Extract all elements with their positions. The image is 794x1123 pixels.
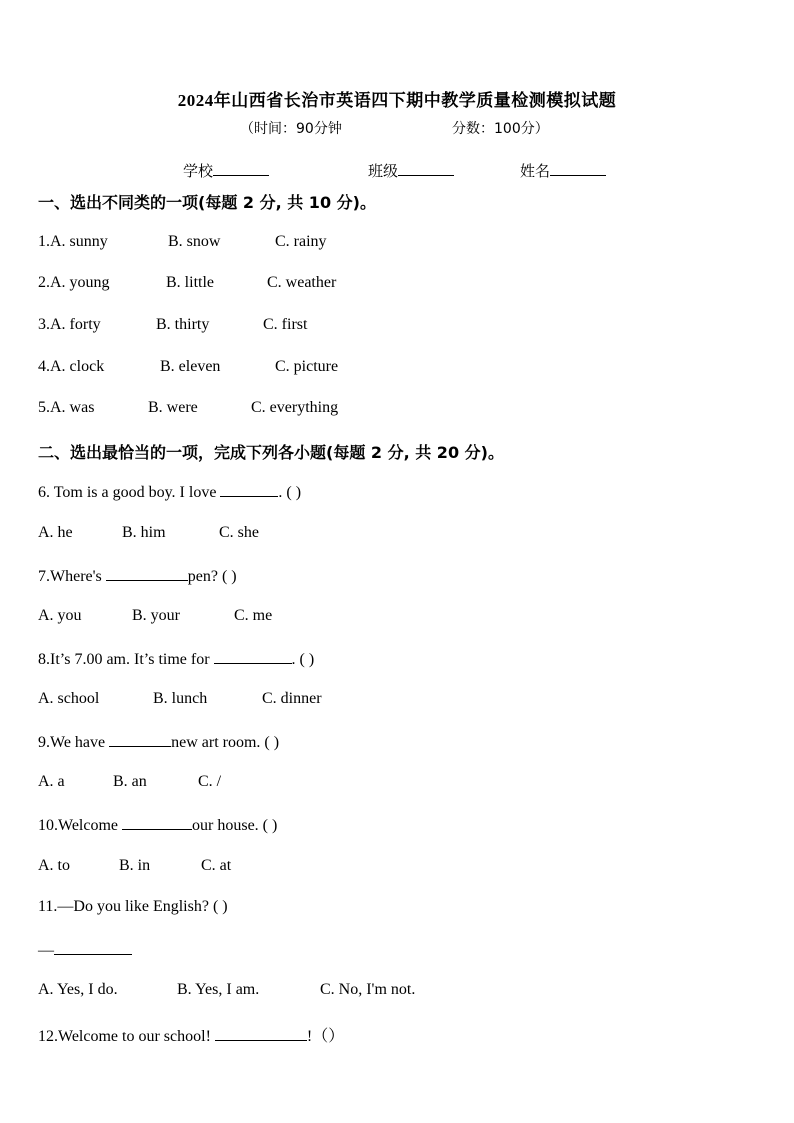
q8-blank[interactable] [214, 649, 292, 664]
q12-blank[interactable] [215, 1026, 307, 1041]
q10-option-a[interactable]: A. to [38, 857, 70, 874]
section-2-heading: 二、选出最恰当的一项，完成下列各小题(每题 2 分, 共 20 分)。 [38, 443, 504, 462]
question-9-stem: 9.We have new art room. ( ) [38, 734, 280, 751]
exam-time: （时间：90分钟 [240, 121, 342, 137]
name-label: 姓名 [520, 162, 551, 180]
question-11-stem: 11.—Do you like English? ( ) [38, 898, 228, 915]
q10-blank[interactable] [122, 815, 192, 830]
question-8-stem: 8.It’s 7.00 am. It’s time for . ( ) [38, 651, 315, 668]
q9-option-b[interactable]: B. an [113, 773, 147, 790]
q10-option-b[interactable]: B. in [119, 857, 151, 874]
q6-blank[interactable] [220, 482, 278, 497]
q7-blank[interactable] [106, 566, 188, 581]
q8-option-a[interactable]: A. school [38, 690, 100, 707]
q4-option-a[interactable]: 4.A. clock [38, 358, 105, 375]
question-11-answer-line: — [38, 940, 132, 960]
q10-option-c[interactable]: C. at [201, 857, 232, 874]
question-6-stem: 6. Tom is a good boy. I love . ( ) [38, 484, 302, 501]
school-field [183, 160, 269, 181]
q6-option-a[interactable]: A. he [38, 524, 73, 541]
school-label: 学校 [183, 162, 214, 180]
q2-option-a[interactable]: 2.A. young [38, 274, 110, 291]
q11-option-a[interactable]: A. Yes, I do. [38, 981, 118, 998]
q2-option-c[interactable]: C. weather [267, 274, 337, 291]
class-label: 班级 [368, 162, 399, 180]
name-blank[interactable] [550, 161, 606, 176]
q5-option-a[interactable]: 5.A. was [38, 399, 95, 416]
page-title: 2024年山西省长治市英语四下期中教学质量检测模拟试题 [177, 91, 617, 110]
q1-option-a[interactable]: 1.A. sunny [38, 233, 108, 250]
q3-option-a[interactable]: 3.A. forty [38, 316, 101, 333]
q8-option-c[interactable]: C. dinner [262, 690, 322, 707]
q7-option-b[interactable]: B. your [132, 607, 180, 624]
q5-option-b[interactable]: B. were [148, 399, 198, 416]
exam-score: 分数：100分） [452, 121, 549, 137]
name-field [520, 160, 606, 181]
q6-option-c[interactable]: C. she [219, 524, 259, 541]
q5-option-c[interactable]: C. everything [251, 399, 339, 416]
q7-option-a[interactable]: A. you [38, 607, 82, 624]
q11-option-c[interactable]: C. No, I'm not. [320, 981, 416, 998]
q9-blank[interactable] [109, 732, 171, 747]
q6-option-b[interactable]: B. him [122, 524, 166, 541]
q3-option-c[interactable]: C. first [263, 316, 308, 333]
section-1-heading: 一、选出不同类的一项(每题 2 分, 共 10 分)。 [38, 193, 376, 212]
q2-option-b[interactable]: B. little [166, 274, 214, 291]
school-blank[interactable] [213, 161, 269, 176]
q8-option-b[interactable]: B. lunch [153, 690, 208, 707]
q9-option-a[interactable]: A. a [38, 773, 65, 790]
q4-option-c[interactable]: C. picture [275, 358, 339, 375]
q7-option-c[interactable]: C. me [234, 607, 273, 624]
q11-blank[interactable] [54, 940, 132, 955]
class-blank[interactable] [398, 161, 454, 176]
question-12-stem: 12.Welcome to our school! !（） [38, 1028, 345, 1045]
class-field [368, 160, 454, 181]
question-7-stem: 7.Where's pen? ( ) [38, 568, 237, 585]
q11-option-b[interactable]: B. Yes, I am. [177, 981, 260, 998]
q1-option-b[interactable]: B. snow [168, 233, 221, 250]
q3-option-b[interactable]: B. thirty [156, 316, 210, 333]
q4-option-b[interactable]: B. eleven [160, 358, 221, 375]
question-10-stem: 10.Welcome our house. ( ) [38, 817, 278, 834]
q1-option-c[interactable]: C. rainy [275, 233, 327, 250]
q9-option-c[interactable]: C. / [198, 773, 222, 790]
